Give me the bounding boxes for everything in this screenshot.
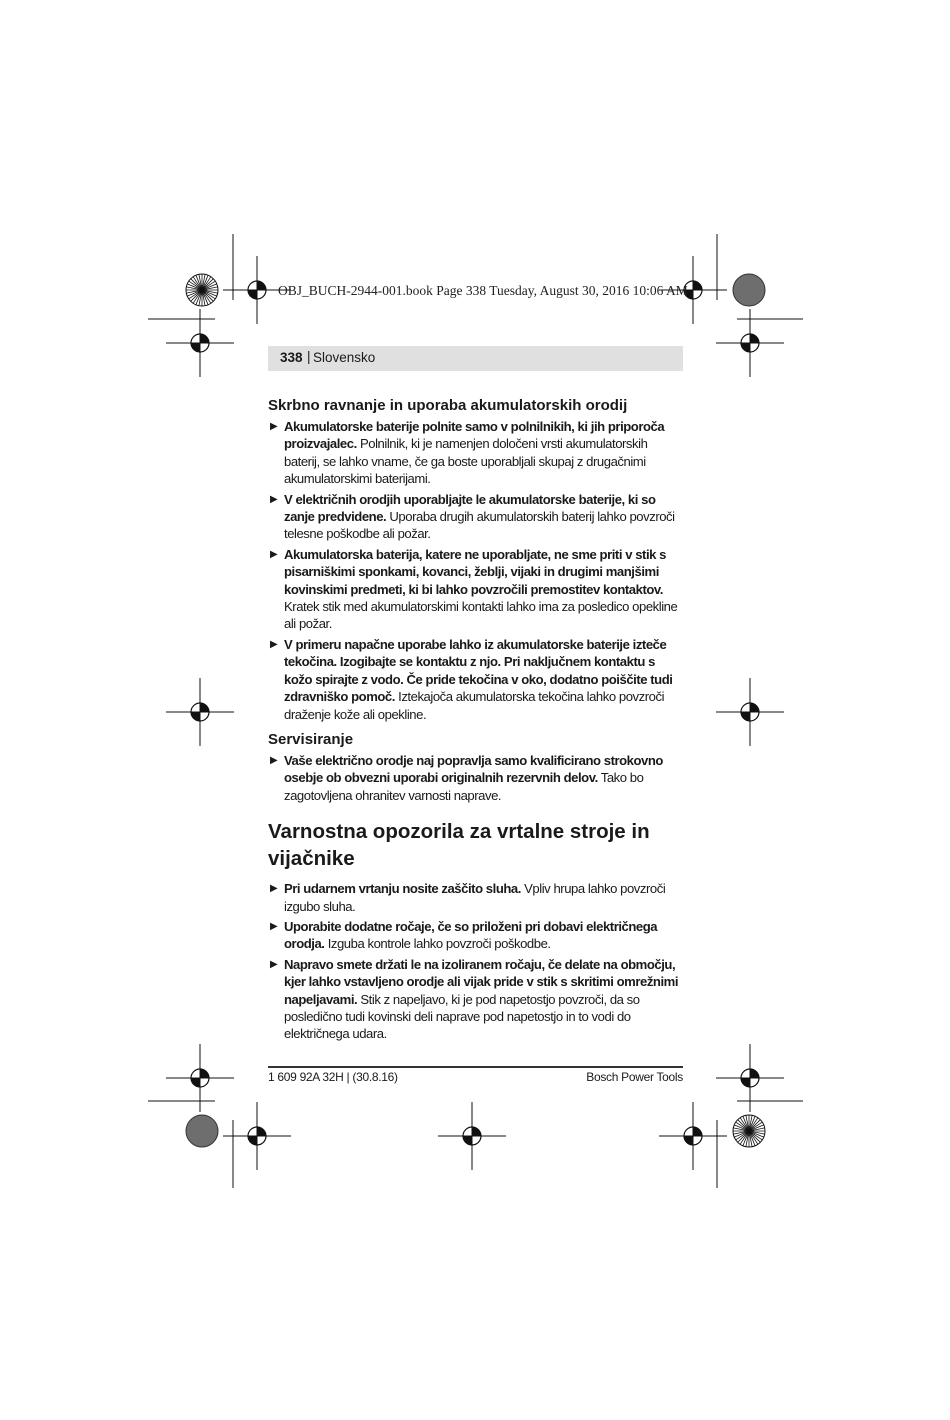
warning-explanation: Vpliv hrupa lahko povzroči izgubo sluha.	[284, 881, 666, 914]
warning-item	[268, 546, 683, 633]
warning-item	[268, 636, 683, 723]
warning-item	[268, 752, 683, 804]
bullet-arrow-icon: ▶	[270, 754, 278, 766]
footer-rule	[268, 1066, 683, 1068]
warning-instruction: Pri udarnem vrtanju nosite zaščito sluha.	[284, 881, 521, 897]
warning-instruction: V električnih orodjih uporabljajte le akumulatorske baterije, ki so zanje predvidene.	[284, 491, 656, 525]
bullet-arrow-icon: ▶	[270, 920, 278, 932]
warning-instruction: Vaše električno orodje naj popravlja samo kvalificirano strokovno osebje ob obvezni uporabi originalnih rezervnih delov.	[284, 752, 663, 786]
bullet-arrow-icon: ▶	[270, 638, 278, 650]
section-heading-drill-warnings: Varnostna opozorila za vrtalne stroje in vijačnike	[268, 820, 650, 871]
warning-item	[268, 918, 683, 953]
page-number: 338	[280, 350, 303, 365]
warning-explanation: Kratek stik med akumulatorskimi kontakti lahko ima za posledico opekline ali požar.	[284, 599, 678, 632]
warning-explanation: Tako bo zagotovljena ohranitev varnosti naprave.	[284, 770, 644, 803]
language-label: Slovensko	[313, 350, 376, 365]
warning-instruction: Akumulatorske baterije polnite samo v polnilnikih, ki jih priporoča proizvajalec.	[284, 419, 665, 452]
warning-item	[268, 956, 683, 1043]
bullet-arrow-icon: ▶	[270, 421, 278, 432]
page-content	[268, 396, 683, 1046]
warning-explanation: Izguba kontrole lahko povzroči poškodbe.	[324, 936, 551, 952]
warning-explanation: Stik z napeljavo, ki je pod napetostjo povzroči, da so posledično tudi kovinski deli naprave pod napetostjo in to vodi do električnega udara.	[284, 991, 640, 1042]
warning-explanation: Polnilnik, ki je namenjen določeni vrsti akumulatorskih baterij, se lahko vname, če ga boste uporabljali skupaj z drugačnimi akumulatorskimi baterijami.	[284, 436, 648, 487]
drill-warnings-list	[268, 880, 683, 1043]
page-header	[268, 346, 683, 371]
warning-instruction: Napravo smete držati le na izoliranem ročaju, če delate na območju, kjer lahko vstavljeno orodje ali vijak pride v stik s skritimi omrežnimi napeljavami.	[284, 956, 679, 1007]
bullet-arrow-icon: ▶	[270, 883, 278, 895]
warning-explanation: Iztekajoča akumulatorska tekočina lahko povzroči draženje kože ali opekline.	[284, 689, 665, 722]
warning-instruction: V primeru napačne uporabe lahko iz akumulatorske baterije izteče tekočina. Izogibajte se kontaktu z njo. Pri naključnem kontaktu s kožo spirajte z vodo. Če pride tekočina v oko, dodatno poiščite tudi zdravniško pomoč.	[284, 636, 673, 705]
bullet-arrow-icon: ▶	[270, 958, 278, 970]
warning-item	[268, 880, 683, 915]
header-separator: |	[307, 349, 311, 364]
warning-item	[268, 491, 683, 543]
footer-doc-number: 1 609 92A 32H | (30.8.16)	[268, 1070, 398, 1084]
section-heading-service: Servisiranje	[268, 730, 354, 748]
print-slug: OBJ_BUCH-2944-001.book Page 338 Tuesday, August 30, 2016 10:06 AM	[278, 283, 688, 298]
service-list	[268, 752, 683, 804]
warning-instruction: Uporabite dodatne ročaje, če so priloženi pri dobavi električnega orodja.	[284, 918, 658, 952]
bullet-arrow-icon: ▶	[270, 548, 278, 560]
warning-instruction: Akumulatorska baterija, katere ne uporabljate, ne sme priti v stik s pisarniškimi sponkami, kovanci, žeblji, vijaki in drugimi manjšimi kovinskimi predmeti, ki bi lahko povzročili premostitev kontaktov.	[284, 546, 667, 597]
footer-brand: Bosch Power Tools	[586, 1070, 683, 1084]
section-heading-battery: Skrbno ravnanje in uporaba akumulatorskih orodij	[268, 397, 628, 414]
bullet-arrow-icon: ▶	[270, 493, 278, 505]
warning-explanation: Uporaba drugih akumulatorskih baterij lahko povzroči telesne poškodbe ali požar.	[284, 509, 675, 542]
warning-item	[268, 418, 683, 488]
battery-safety-list	[268, 418, 683, 723]
